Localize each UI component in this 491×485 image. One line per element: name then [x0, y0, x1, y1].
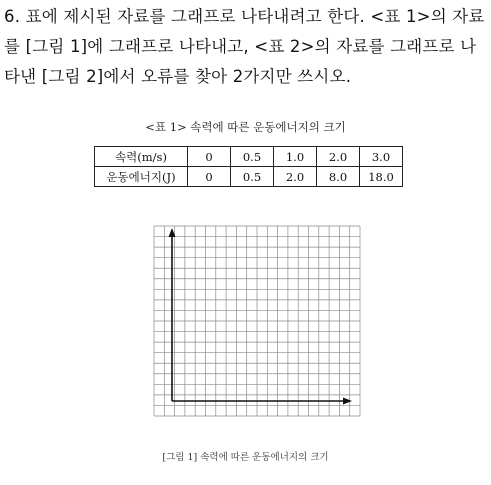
- table-cell: 1.0: [274, 147, 317, 167]
- question-text: 표에 제시된 자료를 그래프로 나타내려고 한다. <표 1>의 자료를 [그림 1]에 그래프로 나타내고, <표 2>의 자료를 그래프로 나타낸 [그림 2]에서 오류를 찾아 2가지만 쓰시오.: [4, 7, 485, 86]
- data-table: [94, 146, 403, 187]
- table-row-header: 속력(m/s): [95, 147, 188, 167]
- table-cell: 0.5: [231, 167, 274, 187]
- table-cell: 0: [188, 147, 231, 167]
- question-number: 6.: [4, 7, 21, 26]
- table-row: [95, 147, 403, 167]
- table-cell: 2.0: [274, 167, 317, 187]
- grid-lines: [154, 226, 360, 416]
- table-cell: 3.0: [360, 147, 403, 167]
- table-row-header: 운동에너지(J): [95, 167, 188, 187]
- table-row: [95, 167, 403, 187]
- table-cell: 8.0: [317, 167, 360, 187]
- table-caption: <표 1> 속력에 따른 운동에너지의 크기: [145, 120, 346, 134]
- question-block: [4, 2, 488, 92]
- table-cell: 0.5: [231, 147, 274, 167]
- table-cell: 18.0: [360, 167, 403, 187]
- table-cell: 2.0: [317, 147, 360, 167]
- table-cell: 0: [188, 167, 231, 187]
- graph-grid: [150, 222, 364, 420]
- x-axis-arrow-icon: [343, 398, 352, 405]
- figure-caption: [그림 1] 속력에 따른 운동에너지의 크기: [162, 452, 329, 463]
